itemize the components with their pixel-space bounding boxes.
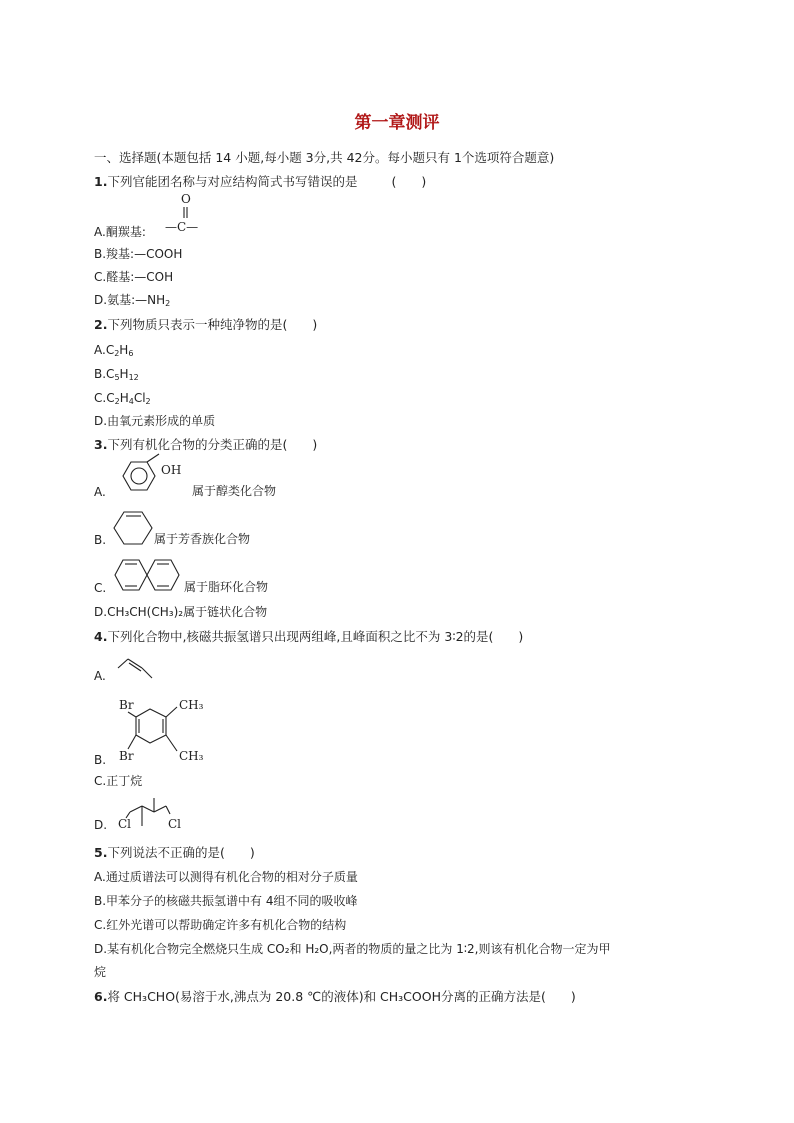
- option-3c-text: 属于脂环化合物: [184, 580, 269, 594]
- bromine-label-top: Br: [119, 698, 134, 712]
- option-3b-label: B.: [94, 533, 107, 547]
- section-heading: 一、选择题(本题包括 14 小题,每小题 3分,共 42分。每小题只有 1个选项符合题意): [94, 150, 555, 165]
- option-5b: B.甲苯分子的核磁共振氢谱中有 4组不同的吸收峰: [94, 894, 358, 908]
- carbon-chain-label: —C—: [165, 220, 199, 234]
- bromine-label-bottom: Br: [119, 749, 134, 763]
- answer-paren: ( ): [391, 174, 427, 189]
- question-text: 下列官能团名称与对应结构简式书写错误的是: [107, 174, 358, 189]
- question-3: 3.下列有机化合物的分类正确的是( ): [94, 437, 318, 452]
- ketone-carbonyl-structure: [160, 192, 220, 234]
- option-1b: B.羧基:—COOH: [94, 247, 183, 261]
- methyl-label-bottom: CH₃: [179, 749, 204, 763]
- dibromo-dimethyl-ring-structure: [114, 695, 224, 767]
- option-2c: $C.C_2H_4Cl_2$: [94, 391, 151, 406]
- butene-structure: [116, 656, 156, 682]
- option-3d: D.CH₃CH(CH₃)₂属于链状化合物: [94, 605, 268, 619]
- hydroxyl-label: OH: [161, 463, 182, 477]
- chlorine-label-left: Cl: [118, 817, 132, 831]
- option-5a: A.通过质谱法可以测得有机化合物的相对分子质量: [94, 870, 358, 884]
- option-1c: C.醛基:—COH: [94, 270, 174, 284]
- option-5d-continued: 烷: [94, 965, 107, 979]
- option-4d-label: D.: [94, 818, 108, 832]
- question-4: 4.下列化合物中,核磁共振氢谱只出现两组峰,且峰面积之比不为 3∶2的是( ): [94, 629, 524, 644]
- question-2: 2.下列物质只表示一种纯净物的是( ): [94, 317, 318, 332]
- naphthalene-structure: [115, 558, 185, 596]
- question-5: 5.下列说法不正确的是( ): [94, 845, 255, 860]
- option-1d: D.氨基$:—NH_2$: [94, 293, 171, 308]
- question-6: 6.将 CH₃CHO(易溶于水,沸点为 20.8 ℃的液体)和 CH₃COOH分离的正确方法是( ): [94, 989, 576, 1004]
- option-4a-label: A.: [94, 669, 106, 683]
- oxygen-label: O: [181, 192, 191, 206]
- option-5d: D.某有机化合物完全燃烧只生成 CO₂和 H₂O,两者的物质的量之比为 1∶2,则该有机化合物一定为甲: [94, 942, 611, 956]
- option-4b-label: B.: [94, 753, 107, 767]
- option-1a: A.酮羰基:: [94, 225, 146, 239]
- option-5c: C.红外光谱可以帮助确定许多有机化合物的结构: [94, 918, 347, 932]
- page-title: 第一章测评: [354, 113, 440, 133]
- option-2a: $A.C_2H_6$: [94, 343, 134, 358]
- chlorine-label-right: Cl: [168, 817, 182, 831]
- option-4c: C.正丁烷: [94, 774, 143, 788]
- dichloro-structure: [116, 798, 196, 834]
- question-1: [94, 174, 426, 190]
- option-2d: D.由氧元素形成的单质: [94, 414, 216, 428]
- option-3a-label: A.: [94, 485, 106, 499]
- option-3c-label: C.: [94, 581, 107, 595]
- option-3a-text: 属于醇类化合物: [192, 484, 277, 498]
- methyl-label-top: CH₃: [179, 698, 204, 712]
- option-3b-text: 属于芳香族化合物: [154, 532, 251, 546]
- question-number: 1.: [94, 174, 108, 189]
- option-2b: $B.C_5H_{12}$: [94, 367, 139, 382]
- phenol-structure: [115, 460, 195, 500]
